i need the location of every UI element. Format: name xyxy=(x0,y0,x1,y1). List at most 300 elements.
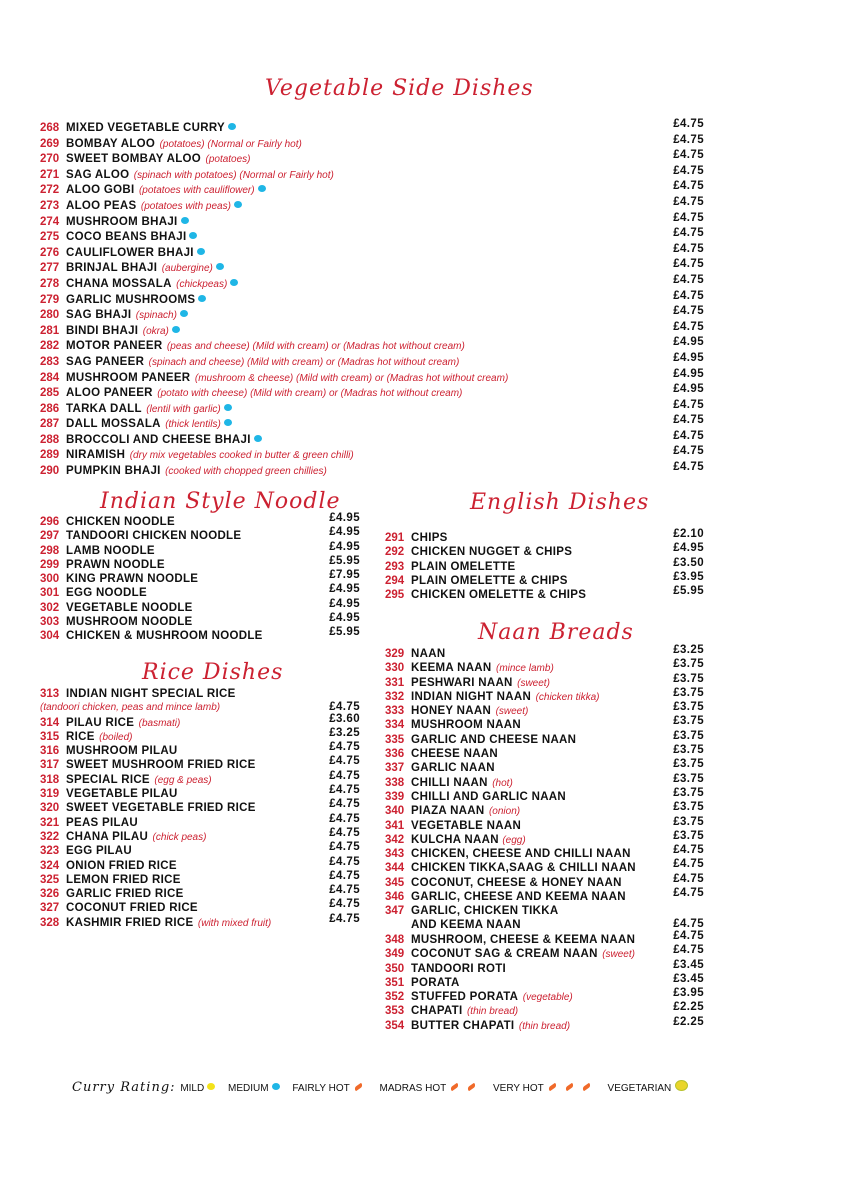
chilli-icon xyxy=(581,1083,591,1091)
section-title-vegetable-side-dishes: Vegetable Side Dishes xyxy=(265,76,534,101)
menu-item xyxy=(40,898,360,915)
blue-dot-icon xyxy=(224,404,232,411)
item-number: 333 xyxy=(385,705,405,718)
item-description: (sweet) xyxy=(495,706,529,718)
item-number: 351 xyxy=(385,976,405,989)
menu-item xyxy=(385,1001,704,1018)
item-number: 345 xyxy=(385,876,405,889)
menu-item xyxy=(40,612,360,629)
menu-item xyxy=(40,352,704,368)
menu-item xyxy=(40,684,360,713)
blue-dot-icon xyxy=(181,217,189,224)
item-price: £2.25 xyxy=(673,1001,704,1014)
item-price: £4.75 xyxy=(673,195,704,208)
item-number: 327 xyxy=(40,902,60,915)
item-name: KEEMA NAAN xyxy=(411,662,492,675)
menu-item xyxy=(40,841,360,858)
item-price: £4.75 xyxy=(673,929,704,942)
menu-item xyxy=(385,887,704,904)
item-name: LEMON FRIED RICE xyxy=(66,873,181,886)
item-name: MOTOR PANEER xyxy=(66,340,163,353)
item-price: £4.75 xyxy=(329,769,360,782)
vegetarian-icon xyxy=(675,1080,688,1091)
item-number: 340 xyxy=(385,805,405,818)
item-price: £4.75 xyxy=(673,398,704,411)
item-name: GARLIC AND CHEESE NAAN xyxy=(411,733,577,746)
item-price: £4.95 xyxy=(329,540,360,553)
item-name: ALOO PEAS xyxy=(66,199,137,212)
item-number: 337 xyxy=(385,762,405,775)
menu-item xyxy=(385,687,704,701)
item-price: £3.50 xyxy=(673,556,704,569)
item-name: MUSHROOM NOODLE xyxy=(66,616,193,629)
item-name: PUMPKIN BHAJI xyxy=(66,465,161,478)
item-name: BROCCOLI AND CHEESE BHAJI xyxy=(66,433,251,446)
legend-very-hot: VERY HOT xyxy=(493,1083,595,1094)
menu-item xyxy=(40,258,704,274)
item-number: 303 xyxy=(40,616,60,629)
item-number: 286 xyxy=(40,402,60,415)
menu-item xyxy=(40,813,360,827)
item-description: (thick lentils) xyxy=(165,419,221,431)
menu-item xyxy=(385,658,704,675)
item-number: 315 xyxy=(40,730,60,743)
item-name: PORATA xyxy=(411,976,460,989)
item-description: (peas and cheese) (Mild with cream) or (Madras hot without cream) xyxy=(166,341,465,353)
item-number: 295 xyxy=(385,589,405,602)
menu-item xyxy=(40,784,360,801)
item-description: (mushroom & cheese) (Mild with cream) or (Madras hot without cream) xyxy=(194,372,509,384)
item-price: £3.75 xyxy=(673,815,704,828)
item-price: £4.75 xyxy=(673,858,704,871)
menu-item xyxy=(385,844,704,861)
item-number: 269 xyxy=(40,137,60,150)
item-number: 272 xyxy=(40,184,60,197)
item-description: (sweet) xyxy=(602,949,635,961)
item-name: KING PRAWN NOODLE xyxy=(66,573,199,586)
menu-item xyxy=(40,368,704,384)
item-description: (okra) xyxy=(142,325,169,337)
item-name: PRAWN NOODLE xyxy=(66,558,165,571)
menu-item xyxy=(40,770,360,784)
item-number: 336 xyxy=(385,748,405,761)
item-name: PEAS PILAU xyxy=(66,816,139,829)
menu-item xyxy=(385,715,704,732)
item-name: CHILLI AND GARLIC NAAN xyxy=(411,790,567,803)
item-number: 318 xyxy=(40,773,60,786)
menu-item xyxy=(40,430,704,446)
item-price: £4.75 xyxy=(673,887,704,900)
item-number: 319 xyxy=(40,788,60,801)
item-name: CHEESE NAAN xyxy=(411,748,499,761)
item-price: £3.75 xyxy=(673,686,704,699)
item-price: £4.95 xyxy=(329,597,360,610)
legend-medium: MEDIUM xyxy=(228,1083,280,1094)
item-price: £4.95 xyxy=(329,583,360,596)
item-price: £3.75 xyxy=(673,829,704,842)
menu-item xyxy=(40,798,360,815)
blue-dot-icon xyxy=(197,248,205,255)
item-price: £4.95 xyxy=(329,512,360,524)
menu-item xyxy=(40,541,360,555)
naan-breads-list xyxy=(385,644,704,1030)
item-number: 349 xyxy=(385,948,405,961)
menu-item xyxy=(40,727,360,741)
item-price: £4.75 xyxy=(673,461,704,474)
item-number: 280 xyxy=(40,309,60,322)
chilli-icon xyxy=(353,1083,363,1091)
item-description: (sweet) xyxy=(517,677,550,689)
item-name: MUSHROOM PANEER xyxy=(66,371,191,384)
item-price: £4.75 xyxy=(673,445,704,458)
item-number: 299 xyxy=(40,558,60,571)
item-name: DALL MOSSALA xyxy=(66,418,161,431)
item-number: 350 xyxy=(385,962,405,975)
item-name: CHICKEN TIKKA,SAAG & CHILLI NAAN xyxy=(411,862,636,875)
item-name: TANDOORI ROTI xyxy=(411,962,507,975)
menu-item xyxy=(40,165,704,181)
item-number: 271 xyxy=(40,168,60,181)
item-number: 313 xyxy=(40,688,60,700)
item-number: 304 xyxy=(40,630,60,643)
item-name: BUTTER CHAPATI xyxy=(411,1019,515,1032)
item-number: 292 xyxy=(385,546,405,559)
item-number: 274 xyxy=(40,215,60,228)
menu-item xyxy=(40,227,704,243)
item-price: £2.10 xyxy=(673,528,704,540)
item-name: EGG PILAU xyxy=(66,845,132,858)
section-title-naan-breads: Naan Breads xyxy=(478,620,634,645)
item-price: £3.75 xyxy=(673,758,704,771)
item-price: £4.75 xyxy=(673,242,704,255)
legend-madras-hot: MADRAS HOT xyxy=(380,1083,481,1094)
item-number: 329 xyxy=(385,648,405,660)
item-price: £4.75 xyxy=(673,414,704,427)
item-name: LAMB NOODLE xyxy=(66,544,155,557)
item-name: MUSHROOM, CHEESE & KEEMA NAAN xyxy=(411,933,636,946)
item-description: (boiled) xyxy=(99,731,133,743)
item-number: 302 xyxy=(40,601,60,614)
item-name: VEGETABLE NOODLE xyxy=(66,601,193,614)
item-price: £3.75 xyxy=(673,715,704,728)
item-price: £4.75 xyxy=(673,164,704,177)
item-name: KULCHA NAAN xyxy=(411,833,503,846)
item-number: 316 xyxy=(40,745,60,758)
item-description: (egg) xyxy=(502,834,526,846)
blue-dot-icon xyxy=(230,279,238,286)
section-title-rice-dishes: Rice Dishes xyxy=(142,660,284,685)
item-name: GARLIC FRIED RICE xyxy=(66,888,184,901)
item-name: CHAPATI xyxy=(411,1005,463,1018)
item-number: 317 xyxy=(40,759,60,772)
menu-item xyxy=(40,134,704,150)
menu-item xyxy=(40,856,360,870)
item-price: £4.75 xyxy=(673,917,704,930)
item-price: £4.75 xyxy=(673,320,704,333)
item-name: CHICKEN & MUSHROOM NOODLE xyxy=(66,630,263,643)
item-price: £4.75 xyxy=(329,700,360,713)
menu-item xyxy=(385,673,704,687)
item-name: COCONUT FRIED RICE xyxy=(66,902,198,915)
menu-item xyxy=(385,830,704,844)
item-number: 289 xyxy=(40,449,60,462)
item-number: 290 xyxy=(40,465,60,478)
item-price: £3.95 xyxy=(673,570,704,583)
item-number: 346 xyxy=(385,891,405,904)
menu-item xyxy=(40,290,704,306)
item-name: ALOO GOBI xyxy=(66,184,135,197)
item-price: £4.95 xyxy=(673,351,704,364)
item-name: SWEET MUSHROOM FRIED RICE xyxy=(66,759,256,772)
item-description: (cooked with chopped green chillies) xyxy=(165,466,327,478)
menu-item xyxy=(385,801,704,818)
item-description: (hot) xyxy=(492,777,513,789)
item-number: 322 xyxy=(40,830,60,843)
item-price: £4.75 xyxy=(673,872,704,885)
item-number: 301 xyxy=(40,587,60,600)
blue-dot-icon xyxy=(180,310,188,317)
menu-item xyxy=(40,196,704,212)
item-price: £4.75 xyxy=(329,784,360,797)
item-number: 314 xyxy=(40,716,60,729)
item-name: CHICKEN OMELETTE & CHIPS xyxy=(411,589,587,602)
item-number: 344 xyxy=(385,862,405,875)
item-name: MIXED VEGETABLE CURRY xyxy=(66,122,226,134)
menu-item xyxy=(385,585,704,602)
item-name: GARLIC MUSHROOMS xyxy=(66,293,196,306)
item-number: 268 xyxy=(40,122,60,134)
item-description: (potatoes with peas) xyxy=(140,200,231,212)
item-price: £3.95 xyxy=(673,987,704,1000)
item-number: 343 xyxy=(385,848,405,861)
item-name: CHIPS xyxy=(411,532,448,544)
item-description: (potatoes) xyxy=(205,154,251,166)
menu-item xyxy=(40,336,704,352)
menu-item xyxy=(385,901,704,930)
item-name: CHANA PILAU xyxy=(66,830,149,843)
menu-item xyxy=(385,644,704,658)
menu-item xyxy=(40,913,360,927)
menu-item xyxy=(40,414,704,430)
item-price: £3.75 xyxy=(673,729,704,742)
menu-item xyxy=(40,569,360,586)
item-name: PESHWARI NAAN xyxy=(411,676,513,689)
item-number: 330 xyxy=(385,662,405,675)
item-name: CHICKEN NUGGET & CHIPS xyxy=(411,546,573,559)
menu-item xyxy=(40,383,704,399)
item-number: 275 xyxy=(40,231,60,244)
menu-item xyxy=(385,773,704,787)
menu-item xyxy=(385,944,704,961)
item-number: 339 xyxy=(385,790,405,803)
item-number: 338 xyxy=(385,776,405,789)
item-number: 277 xyxy=(40,262,60,275)
item-number: 331 xyxy=(385,676,405,689)
item-note: (tandoori chicken, peas and mince lamb) xyxy=(40,702,221,713)
item-number: 288 xyxy=(40,433,60,446)
item-name: TANDOORI CHICKEN NOODLE xyxy=(66,530,242,543)
menu-item xyxy=(40,305,704,321)
item-name: MUSHROOM PILAU xyxy=(66,745,178,758)
item-name: SAG PANEER xyxy=(66,355,145,368)
item-price: £4.75 xyxy=(673,180,704,193)
item-name: CHICKEN, CHEESE AND CHILLI NAAN xyxy=(411,848,631,861)
item-description: (thin bread) xyxy=(518,1020,571,1032)
item-price: £4.95 xyxy=(329,526,360,539)
menu-item xyxy=(385,744,704,761)
menu-item xyxy=(40,149,704,165)
item-price: £5.95 xyxy=(329,554,360,567)
menu-item xyxy=(40,884,360,901)
item-price: £4.75 xyxy=(329,755,360,768)
item-name: EGG NOODLE xyxy=(66,587,147,600)
item-price: £4.95 xyxy=(673,542,704,555)
item-number: 334 xyxy=(385,719,405,732)
item-name: NAAN xyxy=(411,648,446,660)
menu-item xyxy=(40,445,704,461)
menu-item xyxy=(40,598,360,612)
item-number: 298 xyxy=(40,544,60,557)
item-name: GARLIC NAAN xyxy=(411,762,495,775)
item-price: £4.75 xyxy=(329,869,360,882)
item-name: PILAU RICE xyxy=(66,716,135,729)
item-price: £4.75 xyxy=(329,841,360,854)
menu-item xyxy=(385,758,704,775)
item-number: 291 xyxy=(385,532,405,544)
item-name: VEGETABLE NAAN xyxy=(411,819,522,832)
item-price: £3.75 xyxy=(673,744,704,757)
menu-item xyxy=(385,987,704,1004)
menu-item xyxy=(40,870,360,884)
item-name: TARKA DALL xyxy=(66,402,142,415)
section-title-english-dishes: English Dishes xyxy=(470,490,650,515)
item-number: 332 xyxy=(385,690,405,703)
item-price: £4.75 xyxy=(329,812,360,825)
item-number: 328 xyxy=(40,916,60,929)
item-number: 324 xyxy=(40,859,60,872)
menu-item xyxy=(385,973,704,987)
item-number: 341 xyxy=(385,819,405,832)
item-number: 326 xyxy=(40,888,60,901)
item-number: 287 xyxy=(40,418,60,431)
menu-item xyxy=(40,555,360,569)
item-description: (thin bread) xyxy=(466,1006,519,1018)
item-number: 282 xyxy=(40,340,60,353)
menu-item xyxy=(385,787,704,801)
blue-dot-icon xyxy=(189,232,197,239)
item-price: £4.75 xyxy=(673,133,704,146)
item-name: MUSHROOM NAAN xyxy=(411,719,521,732)
menu-item xyxy=(385,542,704,559)
menu-item xyxy=(385,930,704,944)
item-name: VEGETABLE PILAU xyxy=(66,788,178,801)
item-name: BRINJAL BHAJI xyxy=(66,262,158,275)
item-name: CAULIFLOWER BHAJI xyxy=(66,246,194,259)
item-number: 354 xyxy=(385,1019,405,1032)
menu-item xyxy=(40,274,704,290)
menu-item xyxy=(40,118,704,134)
item-price: £3.60 xyxy=(329,712,360,725)
item-description: (potatoes) (Normal or Fairly hot) xyxy=(159,138,302,150)
item-price: £4.75 xyxy=(329,884,360,897)
blue-dot-icon xyxy=(234,201,242,208)
item-number: 335 xyxy=(385,733,405,746)
menu-item xyxy=(385,557,704,571)
item-price: £4.75 xyxy=(329,855,360,868)
menu-item xyxy=(385,858,704,875)
item-price: £4.75 xyxy=(329,898,360,911)
menu-item xyxy=(385,701,704,718)
item-name: CHILLI NAAN xyxy=(411,776,488,789)
item-description: (potato with cheese) (Mild with cream) or (Madras hot without cream) xyxy=(157,388,463,400)
menu-item xyxy=(385,873,704,887)
item-number: 285 xyxy=(40,387,60,400)
item-name: PLAIN OMELETTE & CHIPS xyxy=(411,574,568,587)
menu-item xyxy=(40,212,704,228)
item-number: 281 xyxy=(40,324,60,337)
item-name: SWEET BOMBAY ALOO xyxy=(66,153,202,166)
menu-item xyxy=(40,180,704,196)
chilli-icon xyxy=(547,1083,557,1091)
item-description: (mince lamb) xyxy=(495,663,554,675)
item-number: 278 xyxy=(40,277,60,290)
item-name: ALOO PANEER xyxy=(66,387,153,400)
item-price: £4.75 xyxy=(673,258,704,271)
item-description: (aubergine) xyxy=(161,263,213,275)
item-number: 320 xyxy=(40,802,60,815)
item-price: £4.75 xyxy=(329,798,360,811)
item-description: (lentil with garlic) xyxy=(146,403,221,415)
item-price: £4.95 xyxy=(673,383,704,396)
item-price: £4.75 xyxy=(673,289,704,302)
menu-item xyxy=(40,321,704,337)
item-price: £5.95 xyxy=(673,585,704,598)
item-name: CHICKEN NOODLE xyxy=(66,516,175,528)
noodle-list xyxy=(40,512,360,641)
menu-item xyxy=(385,571,704,585)
item-name: BOMBAY ALOO xyxy=(66,137,156,150)
yellow-dot-icon xyxy=(207,1083,215,1090)
item-number: 323 xyxy=(40,845,60,858)
item-price: £3.75 xyxy=(673,672,704,685)
legend-title: Curry Rating: xyxy=(72,1080,176,1095)
legend-fairly-hot: FAIRLY HOT xyxy=(292,1083,366,1094)
item-number: 353 xyxy=(385,1005,405,1018)
item-number: 273 xyxy=(40,199,60,212)
item-description: (spinach) xyxy=(135,310,177,322)
menu-item xyxy=(385,959,704,973)
item-price: £3.75 xyxy=(673,772,704,785)
item-name: COCO BEANS BHAJI xyxy=(66,231,187,244)
item-name: ONION FRIED RICE xyxy=(66,859,177,872)
item-name: SAG ALOO xyxy=(66,168,130,181)
item-price: £3.75 xyxy=(673,801,704,814)
menu-item xyxy=(40,583,360,600)
item-name: CHANA MOSSALA xyxy=(66,277,172,290)
item-price: £4.75 xyxy=(673,944,704,957)
item-number: 296 xyxy=(40,516,60,528)
blue-dot-icon xyxy=(254,435,262,442)
item-number: 279 xyxy=(40,293,60,306)
menu-item xyxy=(40,512,360,526)
menu-item xyxy=(40,827,360,841)
item-price: £3.75 xyxy=(673,701,704,714)
item-price: £4.75 xyxy=(673,844,704,857)
item-description: (chicken tikka) xyxy=(535,691,600,703)
item-name: RICE xyxy=(66,730,95,743)
curry-rating-legend xyxy=(72,1080,698,1095)
item-number: 294 xyxy=(385,574,405,587)
